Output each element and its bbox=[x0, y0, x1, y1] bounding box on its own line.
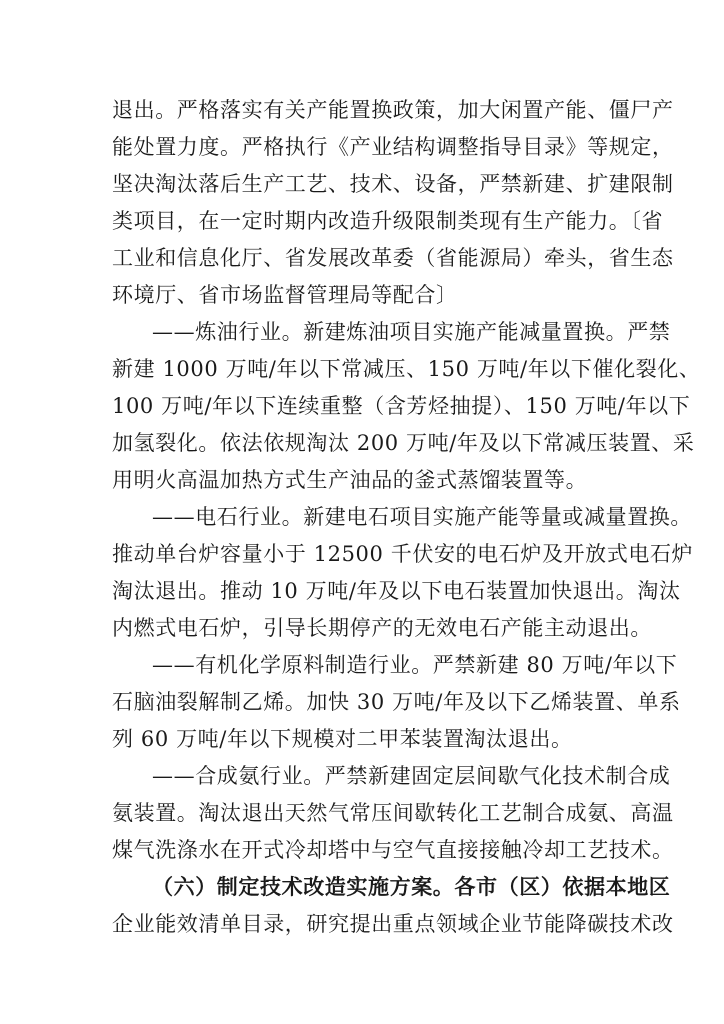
text-line: 能处置力度。严格执行《产业结构调整指导目录》等规定， bbox=[112, 135, 674, 159]
text-line: 用明火高温加热方式生产油品的釜式蒸馏装置等。 bbox=[112, 468, 588, 492]
section-heading-six: （六）制定技术改造实施方案。各市（区）依据本地区 bbox=[152, 874, 671, 899]
text-line: 氨装置。淘汰退出天然气常压间歇转化工艺制合成氨、高温 bbox=[112, 801, 674, 825]
text-line: 加氢裂化。依法依规淘汰 200 万吨/年及以下常减压装置、采 bbox=[112, 431, 695, 455]
text-line: 坚决淘汰落后生产工艺、技术、设备，严禁新建、扩建限制 bbox=[112, 172, 674, 196]
section-heading-calcium-carbide: ——电石行业。新建电石项目实施产能等量或减量置换。 bbox=[152, 505, 692, 529]
text-line: 新建 1000 万吨/年以下常减压、150 万吨/年以下催化裂化、 bbox=[112, 357, 701, 381]
text-line: 企业能效清单目录，研究提出重点领域企业节能降碳技术改 bbox=[112, 912, 674, 936]
section-heading-organic-chemicals: ——有机化学原料制造行业。严禁新建 80 万吨/年以下 bbox=[152, 653, 678, 677]
text-line: 内燃式电石炉，引导长期停产的无效电石产能主动退出。 bbox=[112, 616, 652, 640]
text-line: 100 万吨/年以下连续重整（含芳烃抽提）、150 万吨/年以下 bbox=[112, 394, 691, 418]
text-line: 石脑油裂解制乙烯。加快 30 万吨/年及以下乙烯装置、单系 bbox=[112, 690, 681, 714]
text-line: 列 60 万吨/年以下规模对二甲苯装置淘汰退出。 bbox=[112, 727, 573, 751]
section-heading-refining: ——炼油行业。新建炼油项目实施产能减量置换。严禁 bbox=[152, 320, 671, 344]
text-line: 退出。严格落实有关产能置换政策，加大闲置产能、僵尸产 bbox=[112, 98, 674, 122]
text-line: 类项目，在一定时期内改造升级限制类现有生产能力。〔省 bbox=[112, 209, 664, 233]
text-line: 煤气洗涤水在开式冷却塔中与空气直接接触冷却工艺技术。 bbox=[112, 838, 674, 862]
text-line: 工业和信息化厅、省发展改革委（省能源局）牵头，省生态 bbox=[112, 246, 674, 270]
text-line: 环境厅、省市场监督管理局等配合〕 bbox=[112, 283, 458, 307]
text-line: 淘汰退出。推动 10 万吨/年及以下电石装置加快退出。淘汰 bbox=[112, 579, 681, 603]
section-heading-ammonia: ——合成氨行业。严禁新建固定层间歇气化技术制合成 bbox=[152, 764, 671, 788]
text-line: 推动单台炉容量小于 12500 千伏安的电石炉及开放式电石炉 bbox=[112, 542, 694, 566]
